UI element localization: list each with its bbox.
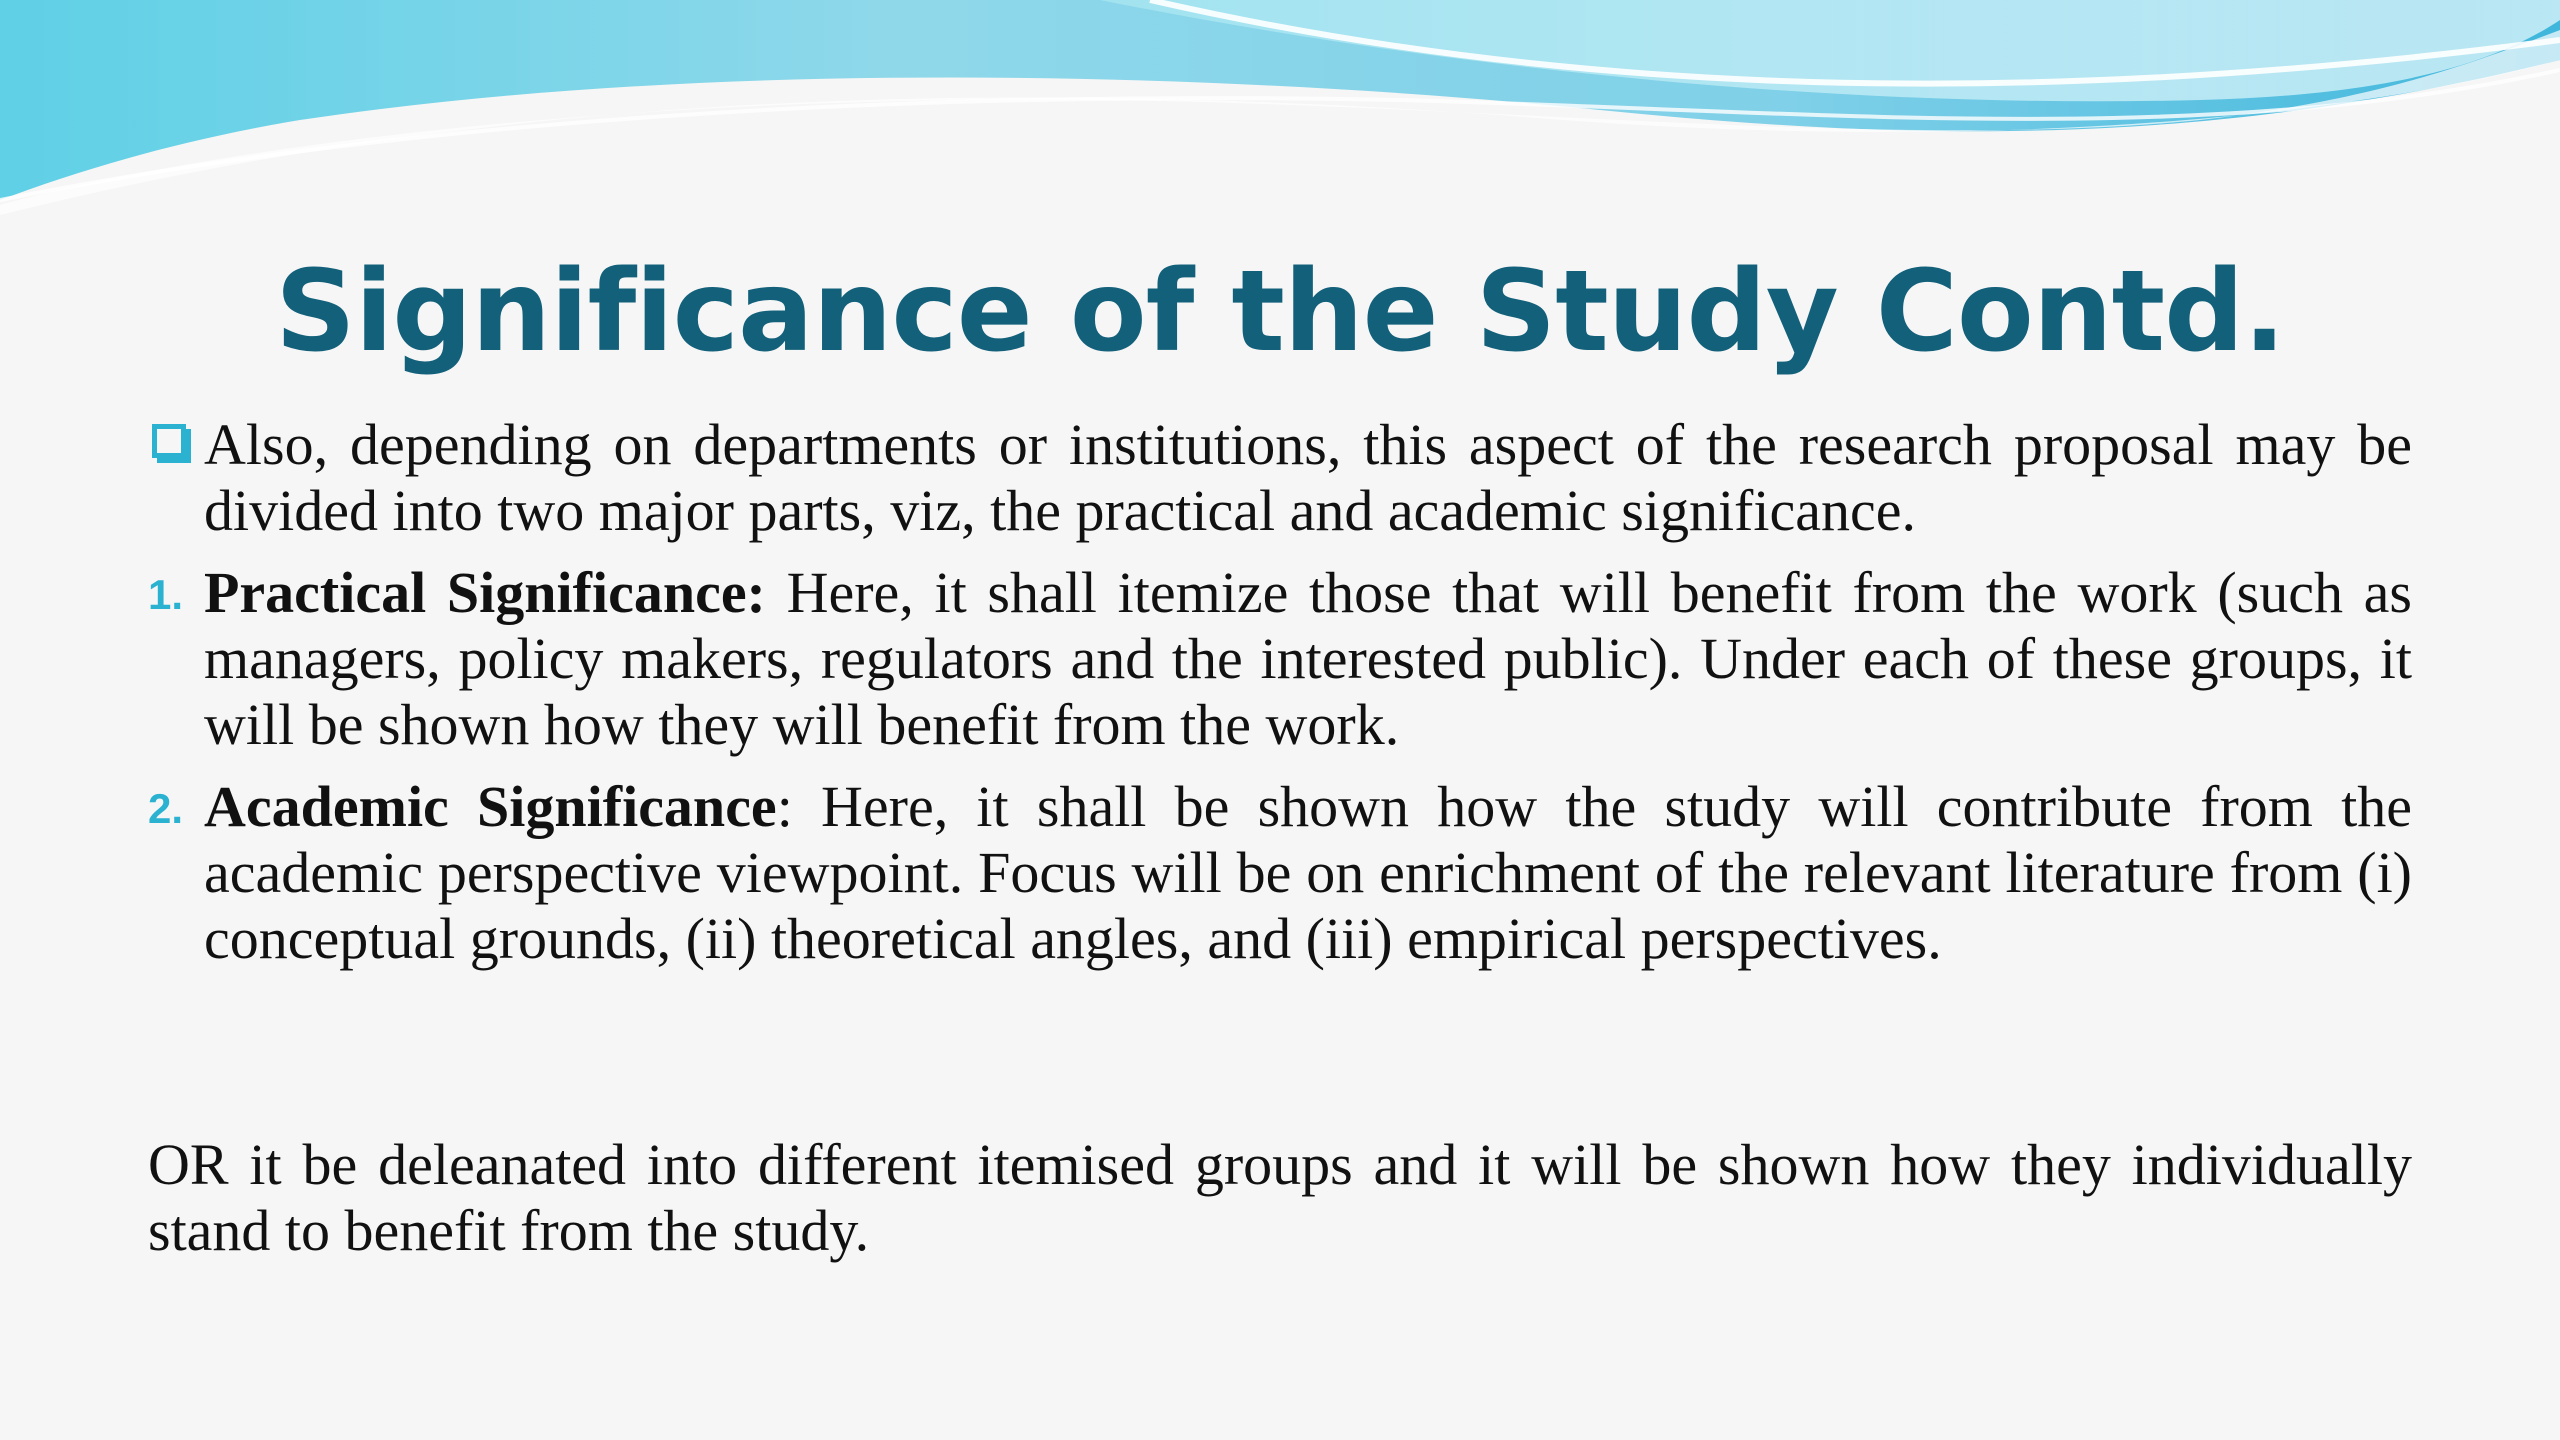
list-item bbox=[148, 412, 2412, 544]
checkbox-bullet-icon bbox=[152, 424, 186, 458]
list-item bbox=[148, 560, 2412, 758]
item-text: Also, depending on departments or institutions, this aspect of the research proposal may be divided into two major parts, viz, the practical and academic significance. bbox=[204, 412, 2412, 543]
item-heading: Practical Significance: bbox=[204, 560, 766, 625]
bullet-list bbox=[148, 412, 2412, 972]
item-number: 1. bbox=[148, 571, 184, 618]
item-text: : Here, it shall be shown how the study will contribute from the academic perspective viewpoint. Focus will be on enrichment of the relevant literature from (i) conceptual grounds, (ii) theoretical angles, and (iii) empirical perspectives. bbox=[204, 774, 2412, 971]
decorative-wave-header bbox=[0, 0, 2560, 260]
closing-paragraph: OR it be deleanated into different itemised groups and it will be shown how they individually stand to benefit from the study. bbox=[148, 1132, 2412, 1263]
list-item bbox=[148, 774, 2412, 972]
item-text: Here, it shall itemize those that will benefit from the work (such as managers, policy makers, regulators and the interested public). Under each of these groups, it will be shown how they will benefit from the work. bbox=[204, 560, 2412, 757]
item-heading: Academic Significance bbox=[204, 774, 777, 839]
item-number: 2. bbox=[148, 785, 184, 832]
slide-title: Significance of the Study Contd. bbox=[275, 247, 2285, 377]
